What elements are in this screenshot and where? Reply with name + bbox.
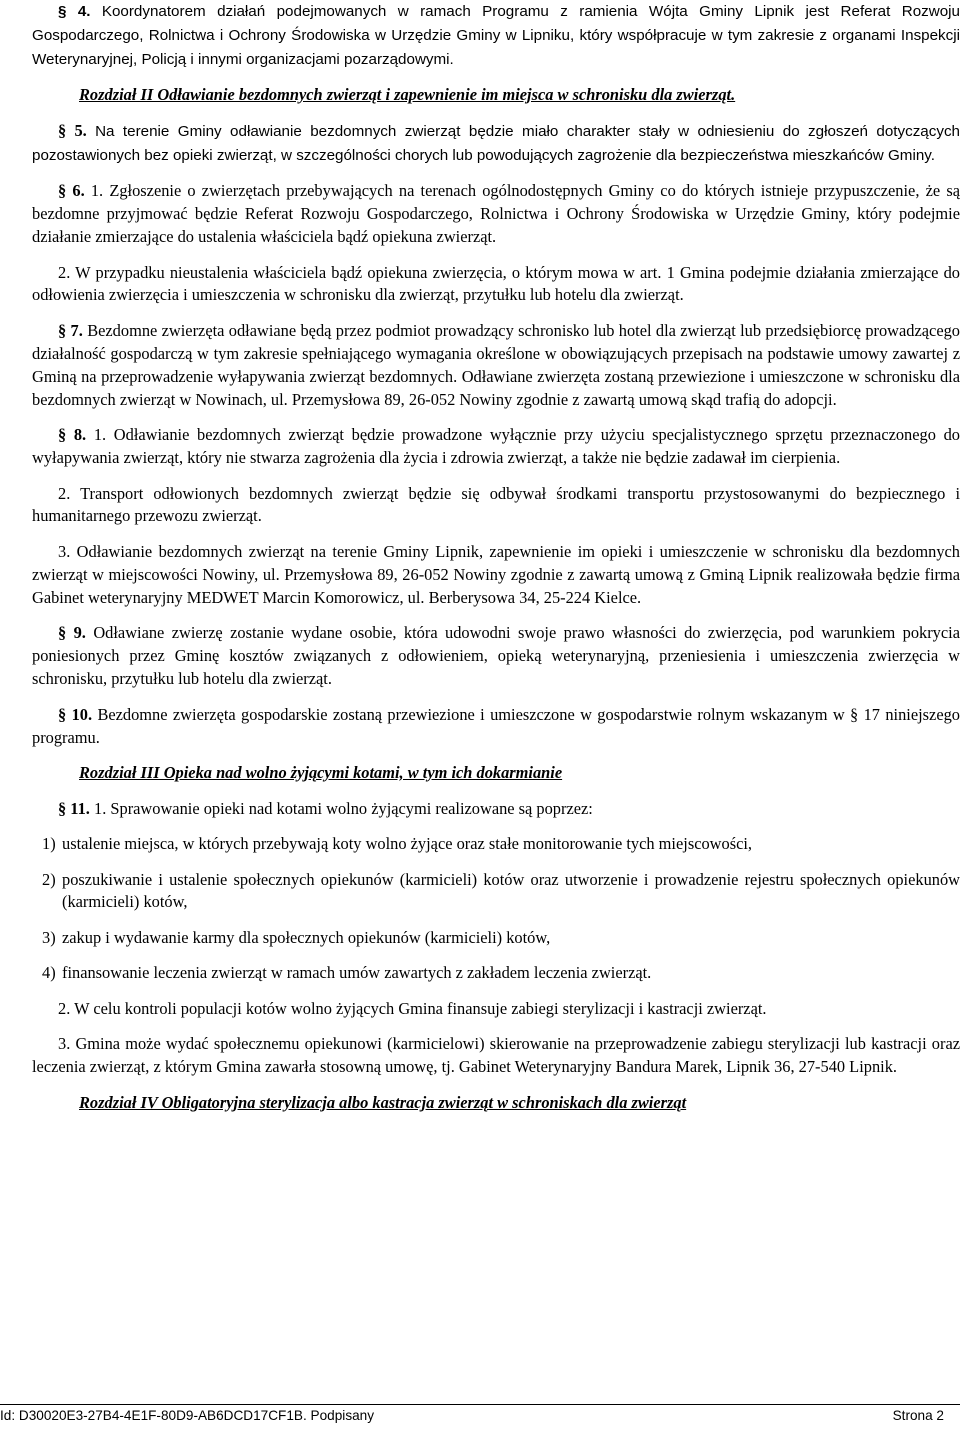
section-number: § 5. [58, 120, 87, 140]
list-item-text: finansowanie leczenia zwierząt w ramach umów zawartych z zakładem leczenia zwierząt. [62, 963, 652, 983]
document-page [32, 0, 960, 1127]
list-item-number: 3) [42, 927, 56, 947]
page-number: Strona 2 [892, 1408, 944, 1423]
document-id: Id: D30020E3-27B4-4E1F-80D9-AB6DCD17CF1B. Podpisany [0, 1408, 375, 1423]
paragraph-9 [32, 622, 960, 691]
paragraph-text: 1. Odławianie bezdomnych zwierząt będzie prowadzone wyłącznie przy użyciu specjalistycznego sprzętu przeznaczonego do wyłapywania zwierząt, który nie stwarza zagrożenia dla życia i zdrowia zwierząt, a także nie będzie zadawał im cierpienia. [32, 425, 960, 468]
section-number: § 10. [58, 704, 93, 724]
paragraph-11-1 [32, 798, 960, 821]
section-number: § 7. [58, 320, 83, 340]
paragraph-text: Bezdomne zwierzęta gospodarskie zostaną przewiezione i umieszczone w gospodarstwie rolnym wskazanym w § 17 niniejszego programu. [32, 704, 960, 747]
paragraph-11-3: 3. Gmina może wydać społecznemu opiekunowi (karmicielowi) skierowanie na przeprowadzenie zabiegu sterylizacji lub kastracji oraz leczenia zwierząt, z którym Gmina zawarła stosowną umowę, tj. Gabinet Weterynaryjny Bandura Marek, Lipnik 36, 27-540 Lipnik. [32, 1034, 960, 1077]
list-item-number: 2) [42, 869, 56, 889]
paragraph-text: Bezdomne zwierzęta odławiane będą przez podmiot prowadzący schronisko lub hotel dla zwierząt lub przedsiębiorcę prowadzącego działalność gospodarczą w tym zakresie spełniającego wymagania określone w obowiązujących przepisach na podstawie umowy zawartej z Gminą na przeprowadzenie wyłapywania zwierząt bezdomnych. Odławiane zwierzęta zostaną przewiezione i umieszczone w schronisku dla bezdomnych zwierząt w Nowinach, ul. Przemysłowa 89, 26-052 Nowiny zgodnie z zawartą umową skąd trafią do adopcji. [32, 320, 960, 409]
paragraph-text: 1. Sprawowanie opieki nad kotami wolno żyjącymi realizowane są poprzez: [94, 798, 593, 818]
list-item [32, 869, 960, 915]
paragraph-8-3: 3. Odławianie bezdomnych zwierząt na terenie Gminy Lipnik, zapewnienie im opieki i umieszczenie w schronisku dla bezdomnych zwierząt w miejscowości Nowiny, ul. Przemysłowa 89, 26-052 Nowiny zgodnie z zawartą umową z Gminą Lipnik realizowała będzie firma Gabinet weterynaryjny MEDWET Marcin Komorowicz, ul. Berberysowa 34, 25-224 Kielce. [32, 541, 960, 607]
section-number: § 4. [58, 3, 91, 20]
chapter-heading-2: Rozdział II Odławianie bezdomnych zwierząt i zapewnienie im miejsca w schronisku dla zwierząt. [79, 85, 736, 105]
list-item-number: 4) [42, 963, 56, 983]
chapter-heading-4: Rozdział IV Obligatoryjna sterylizacja albo kastracja zwierząt w schroniskach dla zwierząt [79, 1092, 687, 1112]
list-item [32, 927, 960, 950]
section-number: § 8. [58, 425, 87, 445]
section-number: § 6. [58, 181, 85, 201]
paragraph-text: Koordynatorem działań podejmowanych w ramach Programu z ramienia Wójta Gminy Lipnik jest Referat Rozwoju Gospodarczego, Rolnictwa i Ochrony Środowiska w Urzędzie Gminy w Lipniku, który współpracuje w tym zakresie z organami Inspekcji Weterynaryjnej, Policją i innymi organizacjami pozarządowymi. [32, 3, 960, 68]
list-item [32, 962, 960, 985]
page-footer [0, 1404, 960, 1429]
paragraph-7 [32, 320, 960, 412]
paragraph-text: 1. Zgłoszenie o zwierzętach przebywających na terenach ogólnodostępnych Gminy co do których istnieje przypuszczenie, że są bezdomne przyjmować będzie Referat Rozwoju Gospodarczego, Rolnictwa i Ochrony Środowiska w Urzędzie Gminy, który podejmie działanie zmierzające do ustalenia właściciela bądź opiekuna zwierząt. [32, 181, 960, 247]
list-item-number: 1) [42, 834, 56, 853]
paragraph-text: Odławiane zwierzę zostanie wydane osobie, która udowodni swoje prawo własności do zwierzęcia, pod warunkiem pokrycia poniesionych przez Gminę kosztów związanych z odłowieniem, opieką weterynaryjną, przeniesienia i umieszczenia zwierzęcia w schronisku, przytułku lub hotelu dla zwierząt. [32, 623, 960, 689]
list-item-text: ustalenie miejsca, w których przebywają koty wolno żyjące oraz stałe monitorowanie tych miejscowości, [62, 834, 752, 853]
paragraph-11-2: 2. W celu kontroli populacji kotów wolno żyjących Gmina finansuje zabiegi sterylizacji i kastracji zwierząt. [58, 998, 767, 1018]
paragraph-text: Na terenie Gminy odławianie bezdomnych zwierząt będzie miało charakter stały w odniesieniu do zgłoszeń dotyczących pozostawionych bez opieki zwierząt, w szczególności chorych lub powodujących zagrożenie dla bezpieczeństwa mieszkańców Gminy. [32, 122, 960, 164]
paragraph-8-1 [32, 424, 960, 470]
list-item-text: poszukiwanie i ustalenie społecznych opiekunów (karmicieli) kotów oraz utworzenie i prowadzenie rejestru społecznych opiekunów (karmicieli) kotów, [62, 869, 960, 912]
paragraph-6-2: 2. W przypadku nieustalenia właściciela bądź opiekuna zwierzęcia, o którym mowa w art. 1 Gmina podejmie działania zmierzające do odłowienia zwierzęcia i umieszczenia w schronisku dla zwierząt, przytułku lub hotelu dla zwierząt. [32, 262, 960, 305]
section-number: § 9. [58, 623, 86, 643]
paragraph-10 [32, 704, 960, 750]
list-item-text: zakup i wydawanie karmy dla społecznych opiekunów (karmicieli) kotów, [62, 927, 551, 947]
paragraph-4 [32, 0, 960, 72]
section-number: § 11. [58, 798, 90, 818]
paragraph-6-1 [32, 180, 960, 249]
paragraph-8-2: 2. Transport odłowionych bezdomnych zwierząt będzie się odbywał środkami transportu przystosowanymi do bezpiecznego i humanitarnego przewozu zwierząt. [32, 483, 960, 526]
chapter-heading-3: Rozdział III Opieka nad wolno żyjącymi kotami, w tym ich dokarmianie [79, 763, 563, 782]
paragraph-5 [32, 120, 960, 168]
list-item [32, 833, 960, 856]
